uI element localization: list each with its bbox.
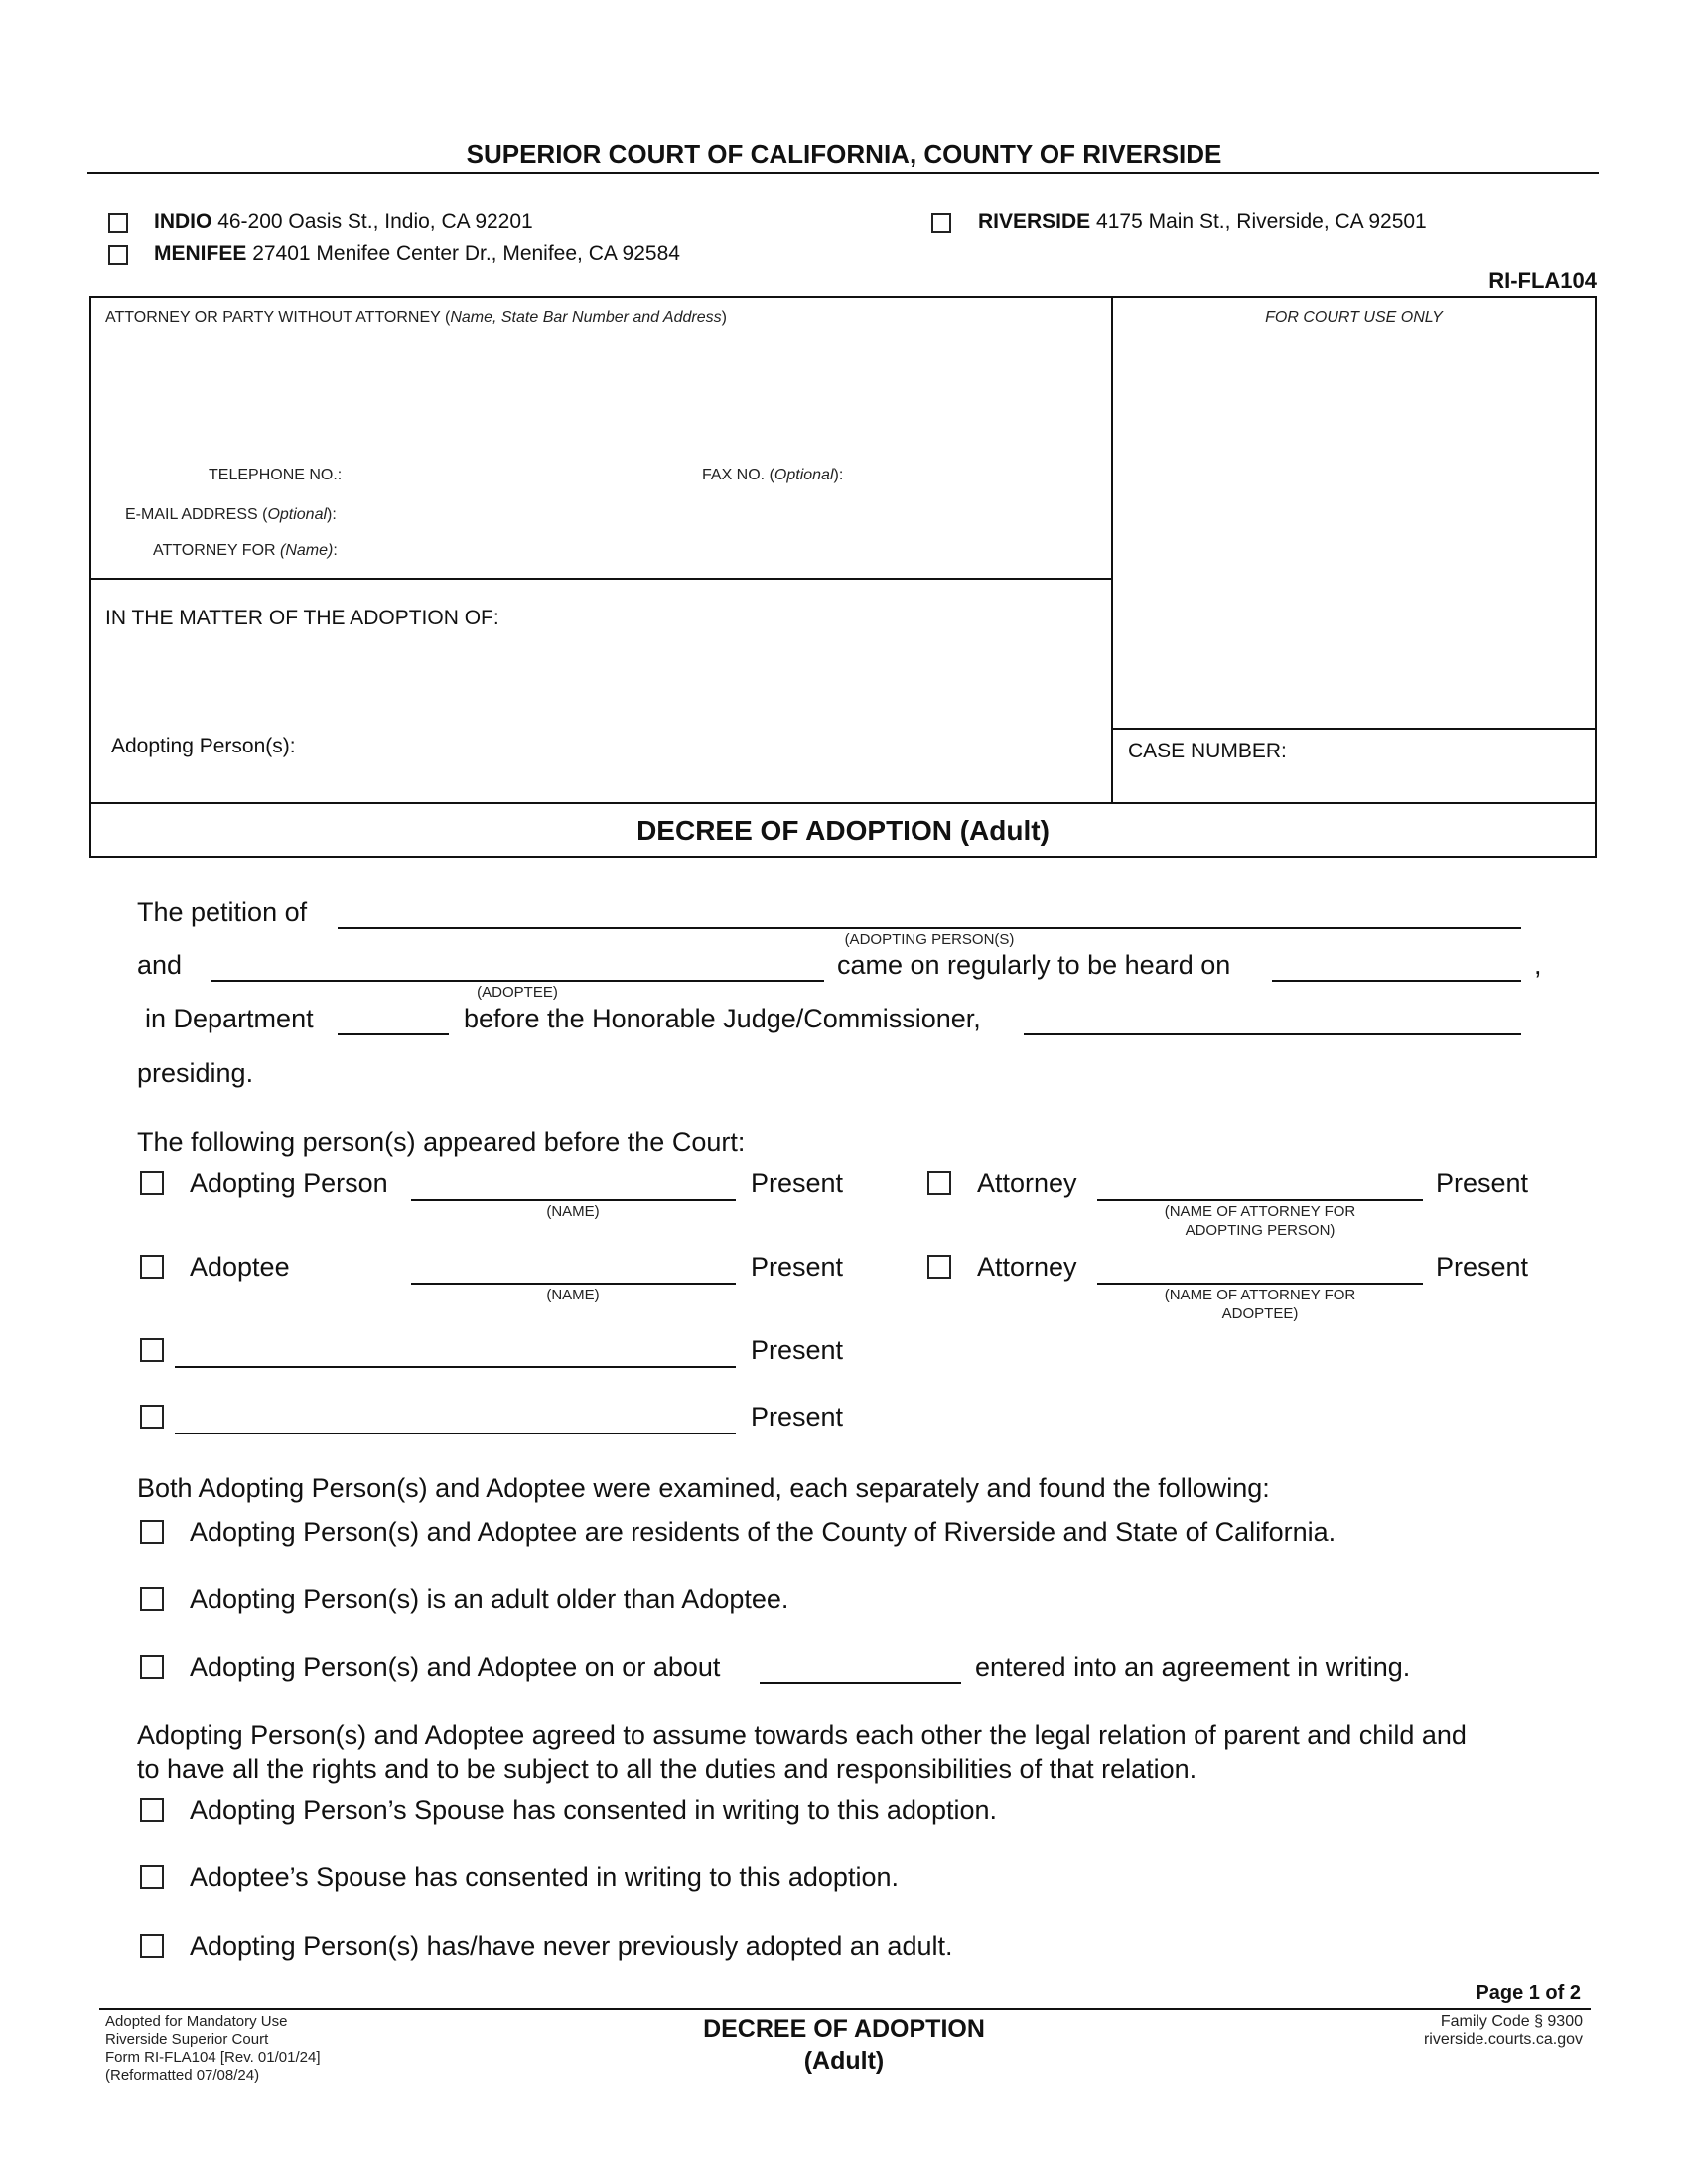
department-input[interactable] — [338, 1033, 449, 1035]
older-label: Adopting Person(s) is an adult older than Adoptee. — [190, 1584, 789, 1614]
never-adopted-label: Adopting Person(s) has/have never previously adopted an adult. — [190, 1931, 953, 1961]
other-person-2-input[interactable] — [175, 1433, 736, 1434]
adopting-person-name-caption: (NAME) — [546, 1203, 600, 1220]
adoptee-name-caption: (NAME) — [546, 1287, 600, 1303]
footer-title — [596, 2013, 1092, 2077]
adopting-persons-input[interactable] — [338, 927, 1521, 929]
attorney-adopting-present: Present — [1436, 1168, 1529, 1198]
page-number: Page 1 of 2 — [1476, 1982, 1581, 2004]
location-indio: INDIO 46-200 Oasis St., Indio, CA 92201 — [154, 210, 533, 233]
attorney-adopting-caption-1: (NAME OF ATTORNEY FOR — [1164, 1203, 1356, 1220]
checkbox-adopting-person[interactable] — [140, 1171, 164, 1195]
judge-input[interactable] — [1024, 1033, 1521, 1035]
caption-divider-case — [1111, 728, 1597, 730]
checkbox-attorney-adopting[interactable] — [927, 1171, 951, 1195]
footer-rule — [99, 2008, 1591, 2010]
comma: , — [1534, 950, 1542, 980]
examined-label: Both Adopting Person(s) and Adoptee were examined, each separately and found the following: — [137, 1473, 1270, 1503]
footer-right — [1424, 2013, 1583, 2049]
other-1-present: Present — [751, 1335, 844, 1365]
attorney-adoptee-caption-2: ADOPTEE) — [1221, 1305, 1299, 1322]
court-use-label: FOR COURT USE ONLY — [1265, 309, 1443, 326]
footer-left-line: (Reformatted 07/08/24) — [105, 2067, 260, 2084]
and-label: and — [137, 950, 183, 980]
spouse-adoptee-label: Adoptee’s Spouse has consented in writing to this adoption. — [190, 1862, 899, 1892]
attorney-adopting-name-input[interactable] — [1097, 1199, 1423, 1201]
other-2-present: Present — [751, 1402, 844, 1432]
location-riverside: RIVERSIDE 4175 Main St., Riverside, CA 92501 — [978, 210, 1427, 233]
came-on-label: came on regularly to be heard on — [837, 950, 1231, 980]
attorney-adoptee-caption-1: (NAME OF ATTORNEY FOR — [1164, 1287, 1356, 1303]
family-code: Family Code § 9300 — [1440, 2013, 1583, 2030]
header-rule — [87, 172, 1599, 174]
in-department-label: in Department — [145, 1004, 314, 1033]
agreement-label: entered into an agreement in writing. — [975, 1652, 1411, 1682]
petition-of-label: The petition of — [137, 897, 308, 927]
presiding-label: presiding. — [137, 1058, 254, 1088]
checkbox-residents[interactable] — [140, 1520, 164, 1544]
checkbox-adoptee[interactable] — [140, 1255, 164, 1279]
spouse-adopting-label: Adopting Person’s Spouse has consented in writing to this adoption. — [190, 1795, 998, 1825]
checkbox-agreement[interactable] — [140, 1655, 164, 1679]
attorney-adoptee-label: Attorney — [977, 1252, 1077, 1282]
case-number-label: CASE NUMBER: — [1128, 740, 1287, 762]
adopting-person-name-input[interactable] — [411, 1199, 736, 1201]
telephone-label: TELEPHONE NO.: — [209, 467, 343, 483]
attorney-adopting-label: Attorney — [977, 1168, 1077, 1198]
footer-left-line: Adopted for Mandatory Use — [105, 2013, 288, 2030]
checkbox-spouse-adoptee[interactable] — [140, 1865, 164, 1889]
court-website[interactable]: riverside.courts.ca.gov — [1423, 2031, 1583, 2048]
fax-label: FAX NO. (Optional): — [702, 467, 844, 483]
agreed-line-1: Adopting Person(s) and Adoptee agreed to assume towards each other the legal relation of parent and child and — [137, 1720, 1467, 1750]
on-or-about-label: Adopting Person(s) and Adoptee on or about — [190, 1652, 721, 1682]
footer-title-line-1: DECREE OF ADOPTION — [703, 2015, 985, 2043]
checkbox-indio[interactable] — [108, 213, 128, 233]
adoptee-input[interactable] — [211, 980, 824, 982]
footer-left — [105, 2013, 320, 2085]
caption-box — [89, 296, 1597, 858]
checkbox-other-1[interactable] — [140, 1338, 164, 1362]
adopting-person-present: Present — [751, 1168, 844, 1198]
checkbox-other-2[interactable] — [140, 1405, 164, 1429]
adoptee-present: Present — [751, 1252, 844, 1282]
adoptee-caption: (ADOPTEE) — [477, 984, 558, 1001]
attorney-adopting-caption-2: ADOPTING PERSON) — [1185, 1222, 1336, 1239]
checkbox-menifee[interactable] — [108, 245, 128, 265]
adoptee-name-input[interactable] — [411, 1283, 736, 1285]
attorney-adoptee-present: Present — [1436, 1252, 1529, 1282]
court-title: SUPERIOR COURT OF CALIFORNIA, COUNTY OF RIVERSIDE — [466, 139, 1222, 169]
before-judge-label: before the Honorable Judge/Commissioner, — [464, 1004, 981, 1033]
checkbox-older[interactable] — [140, 1587, 164, 1611]
other-person-1-input[interactable] — [175, 1366, 736, 1368]
adopting-persons-caption: (ADOPTING PERSON(S) — [844, 931, 1015, 948]
location-menifee: MENIFEE 27401 Menifee Center Dr., Menifee, CA 92584 — [154, 242, 680, 265]
agreed-line-2: to have all the rights and to be subject to all the duties and responsibilities of that relation. — [137, 1754, 1197, 1784]
adopting-persons-label: Adopting Person(s): — [111, 735, 296, 757]
checkbox-spouse-adopting[interactable] — [140, 1798, 164, 1822]
residents-label: Adopting Person(s) and Adoptee are residents of the County of Riverside and State of California. — [190, 1517, 1336, 1547]
appeared-label: The following person(s) appeared before the Court: — [137, 1127, 746, 1157]
checkbox-never-adopted[interactable] — [140, 1934, 164, 1958]
agreement-date-input[interactable] — [760, 1682, 961, 1684]
adoptee-label: Adoptee — [190, 1252, 290, 1282]
attorney-for-label: ATTORNEY FOR (Name): — [153, 542, 338, 559]
caption-divider-title — [89, 802, 1597, 804]
footer-left-line: Riverside Superior Court — [105, 2031, 269, 2048]
form-title: DECREE OF ADOPTION (Adult) — [636, 815, 1050, 846]
email-label: E-MAIL ADDRESS (Optional): — [125, 506, 337, 523]
checkbox-attorney-adoptee[interactable] — [927, 1255, 951, 1279]
attorney-label: ATTORNEY OR PARTY WITHOUT ATTORNEY (Name, State Bar Number and Address) — [105, 309, 727, 326]
checkbox-riverside[interactable] — [931, 213, 951, 233]
caption-divider-attorney — [89, 578, 1113, 580]
footer-left-line: Form RI-FLA104 [Rev. 01/01/24] — [105, 2049, 321, 2066]
matter-label: IN THE MATTER OF THE ADOPTION OF: — [105, 607, 499, 629]
hearing-date-input[interactable] — [1272, 980, 1521, 982]
adopting-person-label: Adopting Person — [190, 1168, 388, 1198]
attorney-adoptee-name-input[interactable] — [1097, 1283, 1423, 1285]
form-id: RI-FLA104 — [1488, 268, 1597, 293]
footer-title-line-2: (Adult) — [803, 2047, 885, 2075]
